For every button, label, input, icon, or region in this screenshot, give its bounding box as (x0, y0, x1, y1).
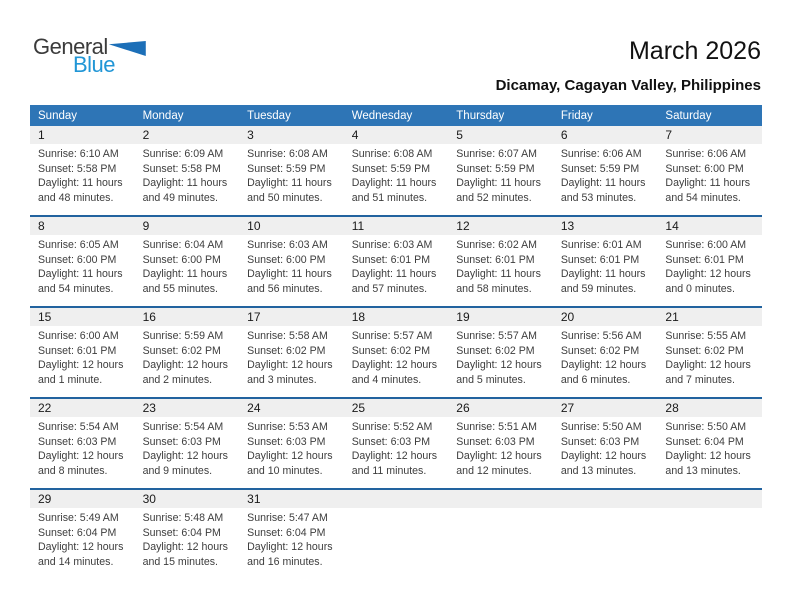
day-details (344, 235, 449, 306)
detail-line: and 12 minutes. (456, 464, 532, 477)
detail-line: Sunset: 6:02 PM (560, 344, 640, 357)
detail-line: Sunrise: 6:05 AM (38, 239, 119, 251)
day-details (344, 417, 449, 488)
detail-line: Sunset: 6:01 PM (560, 253, 640, 266)
detail-line: Sunrise: 6:02 AM (456, 239, 537, 251)
detail-line: Sunset: 6:02 PM (456, 344, 535, 357)
detail-line: Daylight: 11 hours (560, 268, 646, 280)
day-details (553, 144, 658, 215)
day-number: 20 (560, 310, 575, 324)
day-details (239, 235, 344, 306)
day-details (344, 326, 449, 397)
day-number: 2 (142, 128, 150, 142)
day-number: 23 (142, 401, 156, 415)
week-details-band (30, 326, 762, 397)
day-details (344, 144, 449, 215)
detail-line: and 3 minutes. (247, 373, 317, 386)
detail-line: Sunrise: 5:57 AM (456, 330, 537, 342)
detail-line: Daylight: 12 hours (560, 450, 647, 462)
week-details-band (30, 417, 762, 488)
week-number-band (30, 308, 762, 326)
detail-line: Sunset: 6:02 PM (665, 344, 744, 357)
detail-line: and 51 minutes. (351, 191, 428, 204)
detail-line: Sunrise: 6:10 AM (38, 148, 119, 160)
day-details (239, 326, 344, 397)
detail-line: Sunset: 6:04 PM (142, 526, 221, 539)
day-details (553, 235, 658, 306)
detail-line: Sunrise: 6:07 AM (456, 148, 537, 160)
day-header-thursday: Thursday (456, 109, 505, 122)
page-title: March 2026 (628, 37, 761, 65)
detail-line: Daylight: 12 hours (247, 541, 333, 553)
detail-line: Daylight: 12 hours (351, 450, 438, 462)
day-details (239, 417, 344, 488)
detail-line: and 2 minutes. (142, 373, 213, 386)
detail-line: Sunset: 6:04 PM (38, 526, 117, 539)
day-details (448, 144, 553, 215)
day-number: 11 (351, 219, 365, 233)
detail-line: and 54 minutes. (38, 282, 114, 295)
detail-line: Sunset: 6:01 PM (665, 253, 744, 266)
detail-line: Sunset: 5:59 PM (560, 162, 640, 175)
detail-line: Sunset: 6:02 PM (247, 344, 326, 357)
day-details (135, 417, 240, 488)
detail-line: Daylight: 11 hours (665, 177, 751, 189)
day-number: 28 (665, 401, 679, 415)
day-number: 9 (142, 219, 150, 233)
empty-day-details (657, 508, 762, 579)
week-row-1 (30, 126, 762, 215)
detail-line: and 55 minutes. (142, 282, 218, 295)
detail-line: Sunrise: 5:52 AM (351, 421, 433, 433)
detail-line: Daylight: 11 hours (38, 177, 123, 189)
week-details-band (30, 235, 762, 306)
day-details (30, 417, 135, 488)
day-number: 12 (456, 219, 470, 233)
day-details (448, 235, 553, 306)
detail-line: Sunset: 6:01 PM (38, 344, 117, 357)
detail-line: and 52 minutes. (456, 191, 532, 204)
detail-line: Daylight: 11 hours (351, 268, 437, 280)
day-number: 25 (351, 401, 366, 415)
detail-line: Sunrise: 5:54 AM (142, 421, 224, 433)
detail-line: Daylight: 12 hours (665, 359, 751, 371)
detail-line: Sunset: 6:00 PM (247, 253, 326, 266)
week-row-5 (30, 488, 762, 579)
day-details (657, 235, 762, 306)
detail-line: Sunrise: 5:55 AM (665, 330, 747, 342)
title-block (496, 37, 761, 94)
detail-line: and 4 minutes. (351, 373, 422, 386)
detail-line: Sunrise: 5:56 AM (560, 330, 642, 342)
detail-line: Daylight: 12 hours (38, 450, 124, 462)
week-row-2 (30, 215, 762, 306)
detail-line: Sunset: 6:00 PM (38, 253, 117, 266)
day-number: 7 (665, 128, 673, 142)
day-number: 31 (247, 492, 261, 506)
detail-line: and 56 minutes. (247, 282, 323, 295)
detail-line: Sunset: 6:00 PM (665, 162, 744, 175)
detail-line: and 11 minutes. (351, 464, 427, 477)
detail-line: Sunrise: 6:03 AM (247, 239, 328, 251)
detail-line: Sunrise: 5:48 AM (142, 512, 224, 524)
week-number-band (30, 126, 762, 144)
empty-day-details (553, 508, 658, 579)
day-header-saturday: Saturday (665, 109, 712, 122)
day-number: 18 (351, 310, 366, 324)
detail-line: and 57 minutes. (351, 282, 428, 295)
detail-line: Daylight: 11 hours (560, 177, 646, 189)
week-row-4 (30, 397, 762, 488)
detail-line: Daylight: 12 hours (560, 359, 647, 371)
detail-line: and 16 minutes. (247, 555, 323, 568)
detail-line: and 1 minute. (38, 373, 103, 386)
detail-line: Daylight: 11 hours (142, 177, 228, 189)
day-number: 4 (351, 128, 359, 142)
detail-line: Sunset: 5:59 PM (456, 162, 535, 175)
detail-line: Sunrise: 6:08 AM (351, 148, 433, 160)
week-number-band (30, 217, 762, 235)
day-details (239, 508, 344, 579)
day-number: 22 (38, 401, 52, 415)
detail-line: Sunrise: 6:00 AM (38, 330, 119, 342)
day-number: 26 (456, 401, 470, 415)
empty-day-details (344, 508, 449, 579)
detail-line: Daylight: 12 hours (38, 541, 124, 553)
empty-day-details (448, 508, 553, 579)
detail-line: Sunrise: 6:09 AM (142, 148, 224, 160)
detail-line: and 59 minutes. (560, 282, 637, 295)
week-number-band (30, 399, 762, 417)
detail-line: Sunrise: 5:51 AM (456, 421, 537, 433)
detail-line: Daylight: 12 hours (142, 450, 228, 462)
day-details (553, 417, 658, 488)
day-header-sunday: Sunday (38, 109, 78, 122)
detail-line: Sunrise: 6:00 AM (665, 239, 747, 251)
detail-line: Sunrise: 6:03 AM (351, 239, 433, 251)
detail-line: Sunset: 5:58 PM (38, 162, 117, 175)
detail-line: Daylight: 12 hours (456, 359, 542, 371)
day-number: 30 (142, 492, 156, 506)
day-number: 3 (247, 128, 254, 142)
detail-line: and 14 minutes. (38, 555, 114, 568)
detail-line: Sunrise: 5:50 AM (665, 421, 747, 433)
day-details (657, 144, 762, 215)
detail-line: and 48 minutes. (38, 191, 114, 204)
detail-line: Sunrise: 5:49 AM (38, 512, 119, 524)
day-details (448, 417, 553, 488)
day-header-monday: Monday (142, 109, 184, 122)
general-blue-logo (33, 36, 146, 75)
day-details (30, 144, 135, 215)
day-header-wednesday: Wednesday (351, 109, 413, 122)
detail-line: and 6 minutes. (560, 373, 631, 386)
detail-line: Sunset: 5:58 PM (142, 162, 221, 175)
detail-line: Sunset: 6:02 PM (351, 344, 431, 357)
day-number: 19 (456, 310, 470, 324)
detail-line: Sunset: 6:04 PM (247, 526, 326, 539)
detail-line: Sunset: 6:03 PM (351, 435, 431, 448)
detail-line: Daylight: 12 hours (247, 359, 333, 371)
calendar-table (30, 105, 762, 579)
day-details (657, 417, 762, 488)
detail-line: Daylight: 12 hours (247, 450, 333, 462)
detail-line: and 13 minutes. (665, 464, 741, 477)
detail-line: Sunset: 6:03 PM (456, 435, 535, 448)
detail-line: Daylight: 11 hours (456, 268, 541, 280)
day-details (30, 235, 135, 306)
week-details-band (30, 144, 762, 215)
week-number-band (30, 490, 762, 508)
detail-line: Sunrise: 6:04 AM (142, 239, 224, 251)
day-number: 10 (247, 219, 261, 233)
detail-line: Daylight: 11 hours (142, 268, 228, 280)
day-number: 24 (247, 401, 261, 415)
day-details (30, 508, 135, 579)
day-details (657, 326, 762, 397)
detail-line: Sunrise: 5:57 AM (351, 330, 433, 342)
day-details (553, 326, 658, 397)
detail-line: and 53 minutes. (560, 191, 637, 204)
detail-line: Sunrise: 5:50 AM (560, 421, 642, 433)
day-details (239, 144, 344, 215)
detail-line: and 15 minutes. (142, 555, 218, 568)
detail-line: Daylight: 12 hours (665, 268, 751, 280)
detail-line: and 49 minutes. (142, 191, 218, 204)
detail-line: Daylight: 11 hours (247, 268, 332, 280)
detail-line: and 13 minutes. (560, 464, 637, 477)
detail-line: Sunrise: 5:59 AM (142, 330, 224, 342)
detail-line: Sunset: 6:01 PM (351, 253, 431, 266)
detail-line: Sunrise: 5:53 AM (247, 421, 328, 433)
detail-line: Sunrise: 5:54 AM (38, 421, 119, 433)
detail-line: and 7 minutes. (665, 373, 735, 386)
detail-line: Daylight: 12 hours (142, 359, 228, 371)
detail-line: Daylight: 11 hours (247, 177, 332, 189)
logo-text-blue: Blue (73, 52, 116, 77)
detail-line: and 58 minutes. (456, 282, 532, 295)
week-details-band (30, 508, 762, 579)
detail-line: and 10 minutes. (247, 464, 323, 477)
detail-line: Daylight: 11 hours (38, 268, 123, 280)
detail-line: Sunrise: 6:01 AM (560, 239, 642, 251)
detail-line: Sunset: 6:01 PM (456, 253, 535, 266)
day-number: 27 (560, 401, 575, 415)
detail-line: Sunset: 6:03 PM (247, 435, 326, 448)
detail-line: Daylight: 12 hours (665, 450, 751, 462)
day-number: 16 (142, 310, 156, 324)
detail-line: and 50 minutes. (247, 191, 323, 204)
day-number: 6 (560, 128, 568, 142)
detail-line: Sunset: 6:03 PM (142, 435, 221, 448)
detail-line: Sunset: 6:02 PM (142, 344, 221, 357)
day-details (448, 326, 553, 397)
day-number: 21 (665, 310, 679, 324)
detail-line: and 8 minutes. (38, 464, 108, 477)
detail-line: and 0 minutes. (665, 282, 735, 295)
detail-line: and 54 minutes. (665, 191, 741, 204)
detail-line: Daylight: 12 hours (351, 359, 438, 371)
day-number: 15 (38, 310, 52, 324)
detail-line: Sunset: 6:04 PM (665, 435, 744, 448)
day-number: 13 (560, 219, 575, 233)
page-subtitle: Dicamay, Cagayan Valley, Philippines (495, 77, 761, 94)
detail-line: Sunrise: 6:06 AM (560, 148, 642, 160)
week-row-3 (30, 306, 762, 397)
detail-line: and 9 minutes. (142, 464, 213, 477)
detail-line: Sunrise: 6:08 AM (247, 148, 328, 160)
day-number: 17 (247, 310, 261, 324)
day-details (135, 235, 240, 306)
detail-line: Daylight: 11 hours (456, 177, 541, 189)
day-header-friday: Friday (560, 109, 593, 122)
day-details (30, 326, 135, 397)
day-number: 5 (456, 128, 463, 142)
day-details (135, 508, 240, 579)
detail-line: Sunrise: 5:58 AM (247, 330, 328, 342)
detail-line: Sunrise: 5:47 AM (247, 512, 328, 524)
day-details (135, 326, 240, 397)
day-details (135, 144, 240, 215)
detail-line: Daylight: 12 hours (142, 541, 228, 553)
day-number: 1 (38, 128, 45, 142)
detail-line: Sunset: 6:03 PM (560, 435, 640, 448)
detail-line: Daylight: 12 hours (38, 359, 124, 371)
detail-line: Sunrise: 6:06 AM (665, 148, 747, 160)
detail-line: Sunset: 6:00 PM (142, 253, 221, 266)
detail-line: Sunset: 5:59 PM (351, 162, 431, 175)
day-number: 29 (38, 492, 52, 506)
detail-line: Daylight: 11 hours (351, 177, 437, 189)
day-number: 14 (665, 219, 679, 233)
detail-line: and 5 minutes. (456, 373, 526, 386)
day-header-tuesday: Tuesday (247, 109, 291, 122)
detail-line: Daylight: 12 hours (456, 450, 542, 462)
day-number: 8 (38, 219, 45, 233)
logo-text-general: General (33, 34, 108, 59)
day-header-row (30, 105, 762, 126)
detail-line: Sunset: 6:03 PM (38, 435, 117, 448)
detail-line: Sunset: 5:59 PM (247, 162, 326, 175)
